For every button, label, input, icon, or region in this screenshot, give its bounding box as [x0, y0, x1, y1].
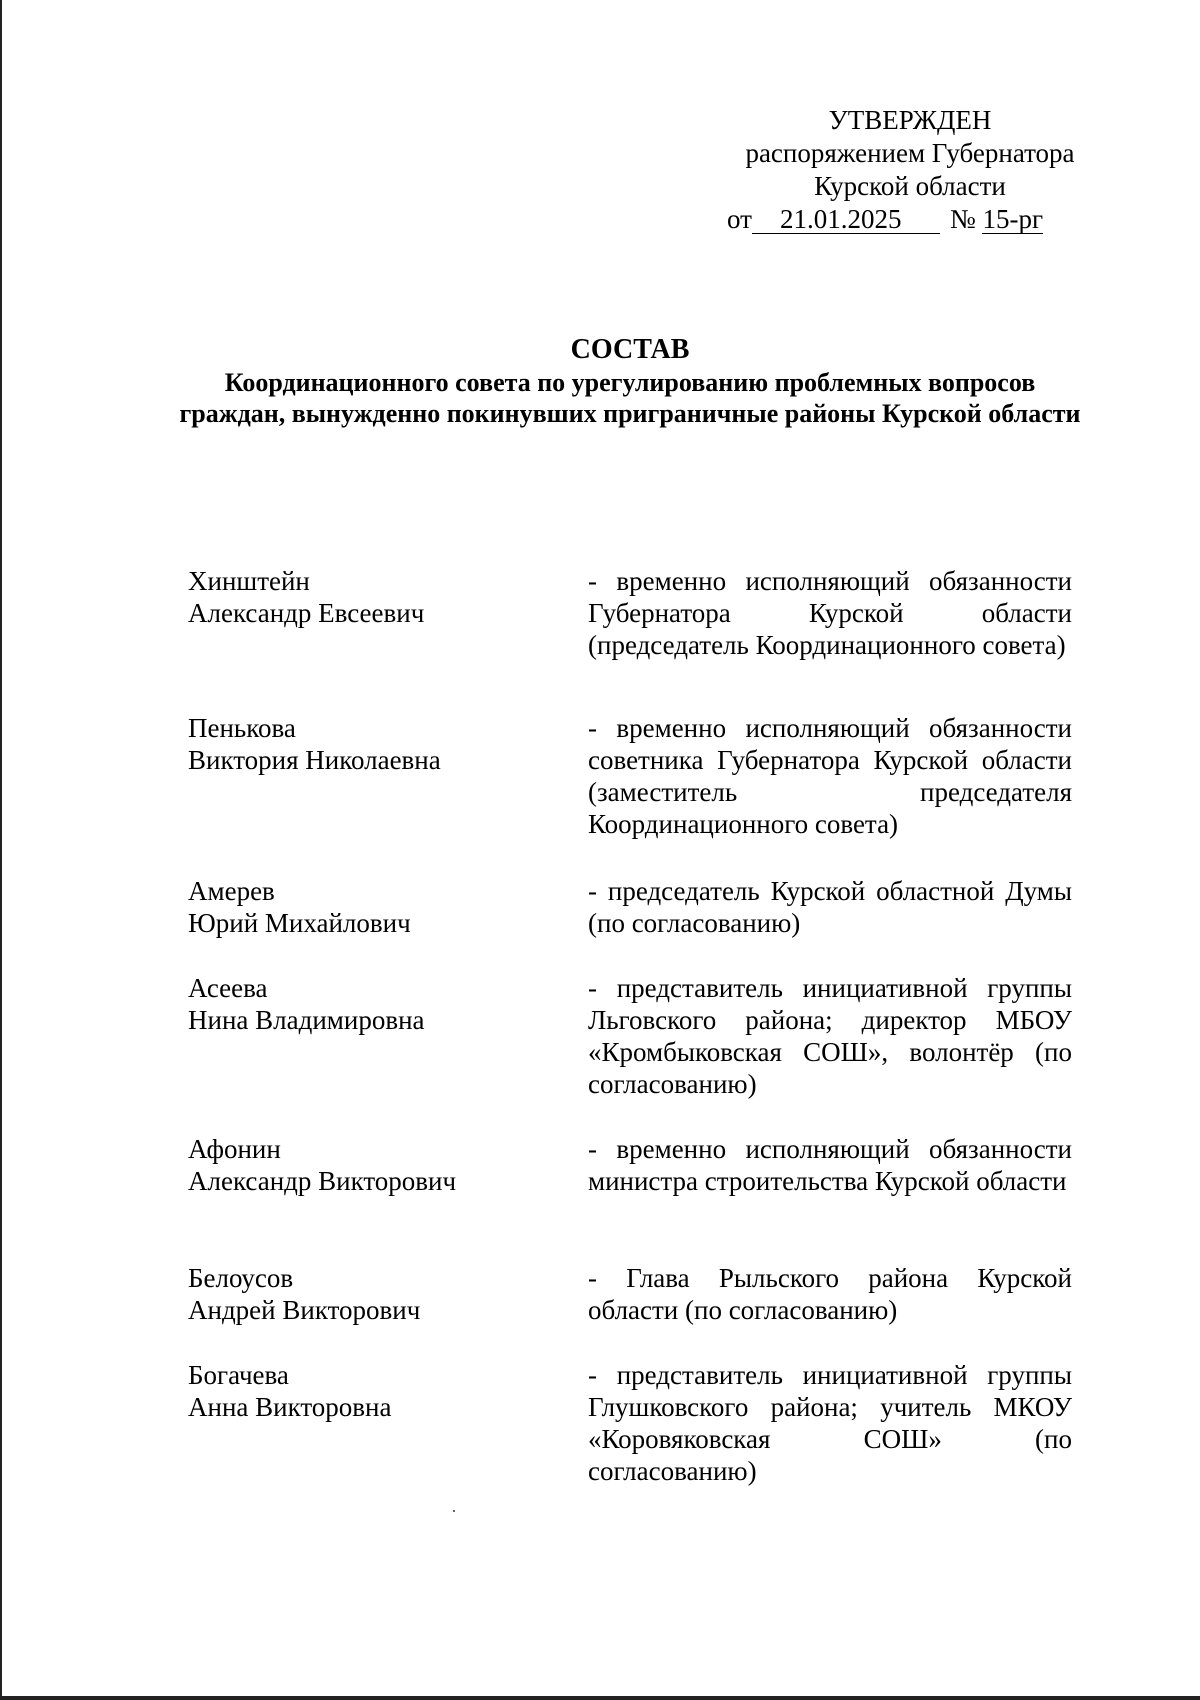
- member-given-name: Виктория Николаевна: [188, 745, 441, 775]
- member-surname: Асеева: [188, 973, 268, 1003]
- member-name: [188, 1133, 568, 1197]
- member-name: [188, 972, 568, 1036]
- member-given-name: Александр Викторович: [188, 1166, 457, 1196]
- date-prefix: от: [727, 204, 752, 234]
- member-role: - временно исполняющий обязанности советника Губернатора Курской области (заместитель председателя Координационного совета): [588, 713, 1072, 839]
- member-surname: Богачева: [188, 1360, 289, 1390]
- member-surname: Афонин: [188, 1134, 281, 1164]
- scan-edge-left: [0, 0, 2, 1700]
- scan-edge-bottom: [0, 1696, 1200, 1700]
- member-given-name: Анна Викторовна: [188, 1392, 392, 1422]
- approval-stamp: [720, 104, 1100, 236]
- member-surname: Амерев: [188, 876, 275, 906]
- approval-title: УТВЕРЖДЕН: [828, 105, 992, 135]
- member-role: - временно исполняющий обязанности министра строительства Курской области: [588, 1134, 1072, 1196]
- document-title: СОСТАВ: [570, 334, 690, 365]
- member-role: - председатель Курской областной Думы (по согласованию): [588, 876, 1072, 938]
- member-surname: Белоусов: [188, 1263, 294, 1293]
- approval-region: Курской области: [814, 171, 1006, 201]
- member-given-name: Юрий Михайлович: [188, 908, 411, 938]
- approval-order: распоряжением Губернатора: [745, 138, 1075, 168]
- approval-date: 21.01.2025: [752, 205, 940, 234]
- member-given-name: Андрей Викторович: [188, 1295, 421, 1325]
- document-subtitle: Координационного совета по урегулированию проблемных вопросов граждан, вынужденно покинувших приграничные районы Курской области: [179, 368, 1081, 428]
- member-role: - представитель инициативной группы Льговского района; директор МБОУ «Кромбыковская СОШ», волонтёр (по согласованию): [588, 973, 1072, 1099]
- member-given-name: Нина Владимировна: [188, 1005, 425, 1035]
- member-name: [188, 1262, 568, 1326]
- approval-date-line: [720, 203, 1100, 236]
- member-role: - представитель инициативной группы Глушковского района; учитель МКОУ «Коровяковская СОШ» (по согласованию): [588, 1360, 1072, 1486]
- scan-speck: [453, 1510, 455, 1512]
- member-role: - Глава Рыльского района Курской области (по согласованию): [588, 1263, 1072, 1325]
- member-name: [188, 1359, 568, 1423]
- member-name: [188, 712, 568, 776]
- number-prefix: №: [949, 204, 976, 234]
- document-heading: [170, 334, 1090, 429]
- member-surname: Пенькова: [188, 713, 296, 743]
- member-name: [188, 565, 568, 629]
- member-surname: Хинштейн: [188, 566, 310, 596]
- member-name: [188, 875, 568, 939]
- approval-number: 15-рг: [982, 204, 1044, 234]
- member-given-name: Александр Евсеевич: [188, 598, 425, 628]
- member-role: - временно исполняющий обязанности Губернатора Курской области (председатель Координационного совета): [588, 566, 1072, 660]
